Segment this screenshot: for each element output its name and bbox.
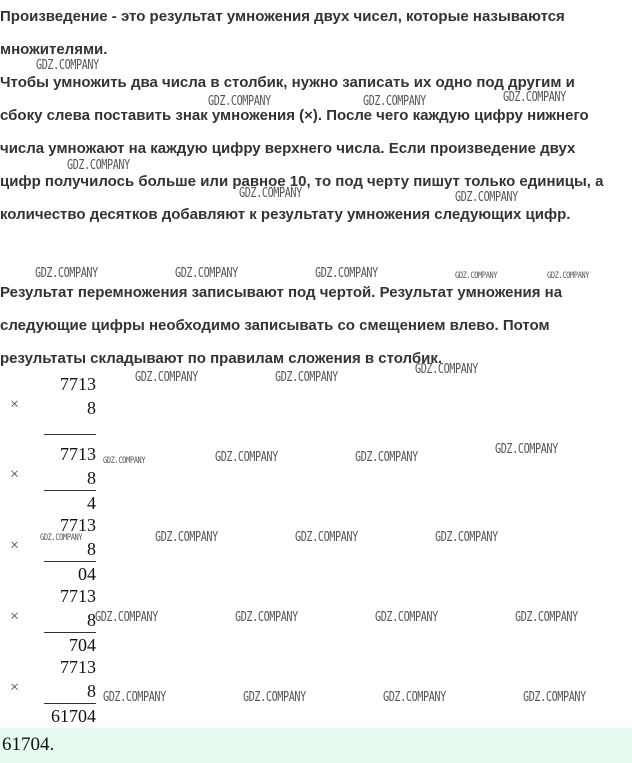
partial-result: 04 — [78, 564, 96, 584]
multiplication-step-3 — [0, 513, 632, 585]
watermark: GDZ.COMPANY — [495, 442, 558, 457]
watermark: GDZ.COMPANY — [67, 158, 130, 173]
paragraph-method: Чтобы умножить два числа в столбик, нужно записать их одно под другим и сбоку слева поставить знак умножения (×). После чего каждую цифру нижнего числа умножают на каждую цифру верхнего числа. Если произведение двух цифр получилось больше или равное 10, то под черту пишут только единицы, а количество десятков добавляют к результату умножения следующих цифр. — [0, 74, 604, 223]
watermark: GDZ.COMPANY — [363, 94, 426, 109]
multiply-sign: × — [10, 466, 20, 483]
partial-result: 4 — [87, 493, 96, 513]
multiplier: 8 — [87, 398, 96, 418]
watermark: GDZ.COMPANY — [103, 690, 166, 705]
paragraph-result-note: Результат перемножения записывают под чертой. Результат умножения на следующие цифры необходимо записывать со смещением влево. Потом результаты складывают по правилам сложения в столбик. — [0, 284, 563, 367]
watermark: GDZ.COMPANY — [503, 90, 566, 105]
multiply-sign: × — [10, 537, 20, 554]
watermark: GDZ.COMPANY — [40, 533, 83, 543]
answer-value: 61704. — [2, 734, 55, 755]
multiplicand: 7713 — [60, 374, 96, 394]
watermark: GDZ.COMPANY — [355, 450, 418, 465]
result-line — [44, 434, 96, 435]
multiply-sign: × — [10, 396, 20, 413]
watermark: GDZ.COMPANY — [36, 58, 99, 73]
watermark: GDZ.COMPANY — [383, 690, 446, 705]
watermark: GDZ.COMPANY — [243, 690, 306, 705]
watermark: GDZ.COMPANY — [455, 190, 518, 205]
multiplier: 8 — [87, 681, 96, 701]
watermark: GDZ.COMPANY — [155, 530, 218, 545]
watermark: GDZ.COMPANY — [208, 94, 271, 109]
watermark: GDZ.COMPANY — [35, 266, 98, 281]
watermark: GDZ.COMPANY — [315, 266, 378, 281]
watermark: GDZ.COMPANY — [175, 266, 238, 281]
watermark: GDZ.COMPANY — [547, 271, 590, 281]
watermark: GDZ.COMPANY — [375, 610, 438, 625]
answer-box — [0, 728, 632, 763]
multiplicand: 7713 — [60, 586, 96, 606]
watermark: GDZ.COMPANY — [515, 610, 578, 625]
partial-result: 704 — [69, 635, 96, 655]
watermark: GDZ.COMPANY — [95, 610, 158, 625]
watermark: GDZ.COMPANY — [135, 370, 198, 385]
multiplicand: 7713 — [60, 444, 96, 464]
multiply-sign: × — [10, 608, 20, 625]
watermark: GDZ.COMPANY — [415, 362, 478, 377]
multiplier: 8 — [87, 610, 96, 630]
multiplier: 8 — [87, 539, 96, 559]
paragraph-definition: Произведение - это результат умножения двух чисел, которые называются множителями. — [0, 8, 565, 58]
multiplicand: 7713 — [60, 515, 96, 535]
watermark: GDZ.COMPANY — [103, 456, 146, 466]
multiplicand: 7713 — [60, 657, 96, 677]
watermark: GDZ.COMPANY — [239, 186, 302, 201]
watermark: GDZ.COMPANY — [295, 530, 358, 545]
watermark: GDZ.COMPANY — [215, 450, 278, 465]
watermark: GDZ.COMPANY — [455, 271, 498, 281]
watermark: GDZ.COMPANY — [435, 530, 498, 545]
multiplier: 8 — [87, 468, 96, 488]
final-result: 61704 — [51, 706, 96, 726]
watermark: GDZ.COMPANY — [235, 610, 298, 625]
multiply-sign: × — [10, 679, 20, 696]
watermark: GDZ.COMPANY — [275, 370, 338, 385]
watermark: GDZ.COMPANY — [523, 690, 586, 705]
